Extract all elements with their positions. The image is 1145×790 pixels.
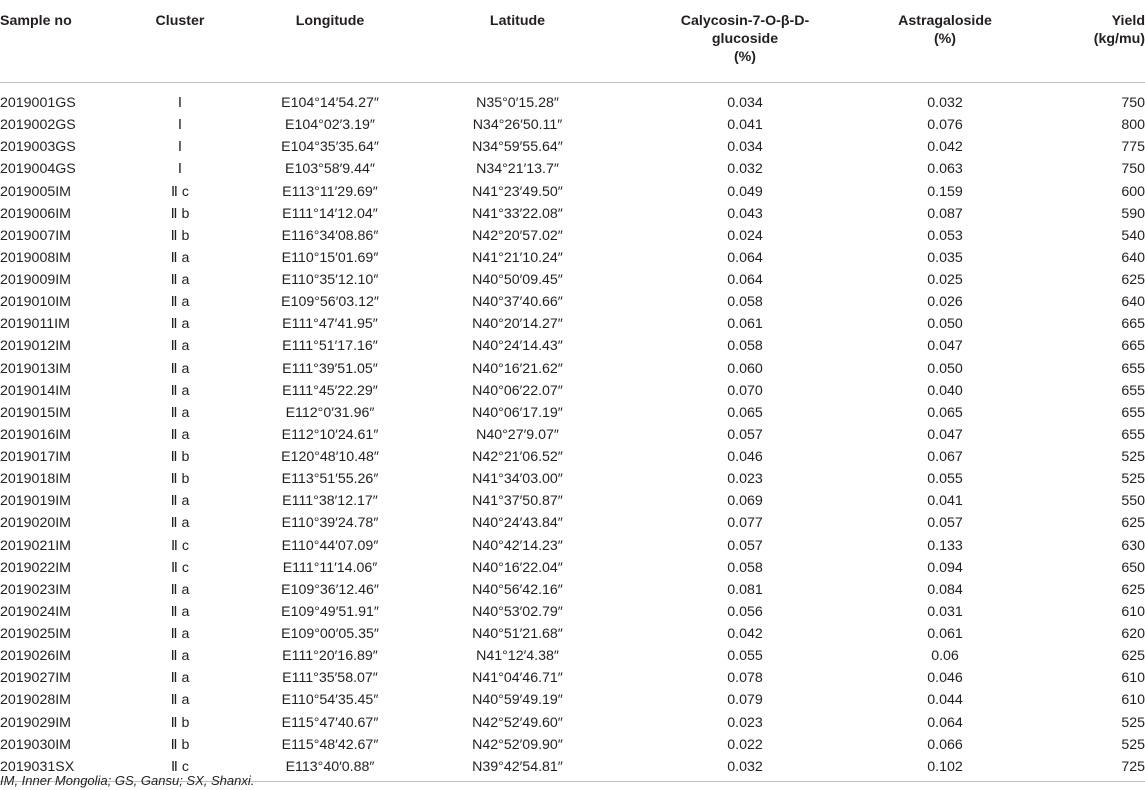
cell-cluster: Ⅰ — [177, 161, 183, 178]
cell-astragaloside: 0.050 — [927, 360, 963, 377]
cell-latitude: N41°37′50.87″ — [472, 493, 563, 510]
cell-latitude: N42°52′49.60″ — [472, 714, 563, 731]
cell-astragaloside: 0.064 — [927, 714, 963, 731]
cell-sample-no: 2019030IM — [0, 736, 71, 753]
table-row — [0, 645, 1145, 667]
cell-latitude: N41°21′10.24″ — [472, 249, 563, 266]
table-row — [0, 158, 1145, 180]
cell-latitude: N40°24′14.43″ — [472, 338, 563, 355]
header-calycosin — [625, 0, 865, 83]
cell-astragaloside: 0.026 — [927, 294, 963, 311]
cell-latitude: N40°56′42.16″ — [472, 581, 563, 598]
cell-sample-no: 2019021IM — [0, 537, 71, 554]
cell-sample-no: 2019016IM — [0, 426, 71, 443]
header-calycosin-line3: (%) — [733, 49, 757, 65]
cell-calycosin: 0.042 — [727, 626, 763, 643]
cell-longitude: E110°54′35.45″ — [281, 692, 379, 709]
cell-longitude: E111°47′41.95″ — [282, 316, 378, 333]
header-longitude: Longitude — [295, 13, 365, 29]
cell-longitude: E111°39′51.05″ — [282, 360, 378, 377]
table-row — [0, 358, 1145, 380]
cell-astragaloside: 0.102 — [927, 758, 963, 775]
cell-calycosin: 0.058 — [727, 559, 763, 576]
cell-cluster: Ⅱ a — [170, 515, 190, 532]
cell-longitude: E111°11′14.06″ — [282, 559, 378, 576]
table-row — [0, 114, 1145, 136]
cell-astragaloside: 0.035 — [927, 249, 963, 266]
cell-astragaloside: 0.076 — [927, 117, 963, 134]
cell-longitude: E113°40′0.88″ — [285, 758, 375, 775]
cell-calycosin: 0.069 — [727, 493, 763, 510]
cell-sample-no: 2019008IM — [0, 249, 71, 266]
cell-longitude: E112°0′31.96″ — [285, 404, 375, 421]
cell-cluster: Ⅱ a — [170, 670, 190, 687]
cell-cluster: Ⅱ a — [170, 626, 190, 643]
cell-astragaloside: 0.066 — [927, 736, 963, 753]
cell-latitude: N40°16′21.62″ — [472, 360, 563, 377]
table-row — [0, 712, 1145, 734]
cell-latitude: N40°53′02.79″ — [472, 603, 563, 620]
cell-cluster: Ⅱ c — [170, 559, 190, 576]
cell-longitude: E111°20′16.89″ — [282, 648, 378, 665]
header-yield-line2: (kg/mu) — [1093, 31, 1145, 47]
table-row — [0, 579, 1145, 601]
cell-latitude: N34°21′13.7″ — [476, 161, 559, 178]
cell-sample-no: 2019015IM — [0, 404, 71, 421]
header-row — [0, 0, 1145, 83]
cell-sample-no: 2019001GS — [0, 95, 76, 112]
table-row — [0, 83, 1145, 115]
cell-cluster: Ⅱ b — [170, 205, 190, 222]
cell-calycosin: 0.032 — [727, 161, 763, 178]
cell-latitude: N42°21′06.52″ — [472, 449, 563, 466]
table-row — [0, 689, 1145, 711]
cell-yield: 625 — [1121, 648, 1145, 665]
cell-yield: 525 — [1121, 736, 1145, 753]
cell-longitude: E113°51′55.26″ — [281, 471, 379, 488]
cell-cluster: Ⅱ c — [170, 758, 190, 775]
cell-cluster: Ⅱ a — [170, 648, 190, 665]
cell-calycosin: 0.056 — [727, 603, 763, 620]
cell-yield: 610 — [1121, 692, 1145, 709]
table-row — [0, 601, 1145, 623]
cell-latitude: N40°51′21.68″ — [472, 626, 563, 643]
cell-latitude: N34°59′55.64″ — [472, 139, 563, 156]
cell-cluster: Ⅱ a — [170, 426, 190, 443]
cell-sample-no: 2019006IM — [0, 205, 71, 222]
cell-calycosin: 0.058 — [727, 294, 763, 311]
table-row — [0, 623, 1145, 645]
cell-calycosin: 0.024 — [727, 227, 763, 244]
cell-sample-no: 2019014IM — [0, 382, 71, 399]
table-row — [0, 181, 1145, 203]
cell-cluster: Ⅱ a — [170, 294, 190, 311]
cell-latitude: N41°04′46.71″ — [472, 670, 563, 687]
cell-calycosin: 0.022 — [727, 736, 763, 753]
table-body — [0, 83, 1145, 782]
cell-cluster: Ⅰ — [177, 139, 183, 156]
table-row — [0, 667, 1145, 689]
cell-calycosin: 0.079 — [727, 692, 763, 709]
cell-yield: 655 — [1121, 382, 1145, 399]
table-footnote: IM, Inner Mongolia; GS, Gansu; SX, Shanxi. — [0, 773, 255, 788]
table-row — [0, 535, 1145, 557]
cell-cluster: Ⅱ b — [170, 471, 190, 488]
table-row — [0, 424, 1145, 446]
cell-yield: 655 — [1121, 360, 1145, 377]
cell-latitude: N40°50′09.45″ — [472, 272, 563, 289]
table-row — [0, 335, 1145, 357]
cell-latitude: N40°59′49.19″ — [472, 692, 563, 709]
cell-cluster: Ⅱ a — [170, 316, 190, 333]
cell-sample-no: 2019003GS — [0, 139, 76, 156]
cell-astragaloside: 0.159 — [927, 183, 963, 200]
cell-longitude: E110°44′07.09″ — [281, 537, 379, 554]
cell-yield: 610 — [1121, 603, 1145, 620]
header-yield — [1025, 0, 1145, 83]
cell-calycosin: 0.034 — [727, 139, 763, 156]
cell-sample-no: 2019009IM — [0, 272, 71, 289]
cell-longitude: E111°38′12.17″ — [282, 493, 378, 510]
cell-sample-no: 2019031SX — [0, 758, 75, 775]
cell-yield: 750 — [1121, 95, 1145, 112]
cell-latitude: N41°12′4.38″ — [476, 648, 559, 665]
cell-yield: 540 — [1121, 227, 1145, 244]
table-row — [0, 313, 1145, 335]
cell-latitude: N41°23′49.50″ — [472, 183, 563, 200]
cell-sample-no: 2019004GS — [0, 161, 76, 178]
cell-astragaloside: 0.042 — [927, 139, 963, 156]
cell-cluster: Ⅱ a — [170, 692, 190, 709]
cell-longitude: E111°45′22.29″ — [282, 382, 378, 399]
cell-cluster: Ⅱ b — [170, 714, 190, 731]
table-row — [0, 291, 1145, 313]
cell-astragaloside: 0.084 — [927, 581, 963, 598]
cell-cluster: Ⅱ a — [170, 603, 190, 620]
cell-longitude: E116°34′08.86″ — [281, 227, 379, 244]
header-latitude: Latitude — [489, 13, 546, 29]
cell-longitude: E112°10′24.61″ — [281, 426, 379, 443]
cell-yield: 800 — [1121, 117, 1145, 134]
cell-cluster: Ⅱ a — [170, 249, 190, 266]
cell-longitude: E109°56′03.12″ — [281, 294, 379, 311]
cell-yield: 775 — [1121, 139, 1145, 156]
cell-latitude: N40°24′43.84″ — [472, 515, 563, 532]
cell-longitude: E109°36′12.46″ — [281, 581, 379, 598]
cell-cluster: Ⅱ a — [170, 382, 190, 399]
table-row — [0, 247, 1145, 269]
cell-calycosin: 0.077 — [727, 515, 763, 532]
header-calycosin-line2: glucoside — [711, 31, 779, 47]
cell-latitude: N34°26′50.11″ — [472, 117, 563, 134]
cell-latitude: N40°06′22.07″ — [472, 382, 563, 399]
cell-sample-no: 2019017IM — [0, 449, 71, 466]
table-row — [0, 734, 1145, 756]
cell-cluster: Ⅱ a — [170, 360, 190, 377]
cell-astragaloside: 0.032 — [927, 95, 963, 112]
cell-sample-no: 2019013IM — [0, 360, 71, 377]
cell-yield: 665 — [1121, 316, 1145, 333]
cell-longitude: E113°11′29.69″ — [282, 183, 378, 200]
cell-sample-no: 2019002GS — [0, 117, 76, 134]
cell-yield: 525 — [1121, 714, 1145, 731]
cell-longitude: E104°35′35.64″ — [281, 139, 379, 156]
cell-calycosin: 0.060 — [727, 360, 763, 377]
table-row — [0, 490, 1145, 512]
table-row — [0, 269, 1145, 291]
header-astragaloside-line1: Astragaloside — [898, 13, 992, 29]
cell-calycosin: 0.058 — [727, 338, 763, 355]
cell-calycosin: 0.057 — [727, 426, 763, 443]
table-row — [0, 446, 1145, 468]
cell-latitude: N40°16′22.04″ — [472, 559, 563, 576]
cell-longitude: E103°58′9.44″ — [285, 161, 375, 178]
cell-cluster: Ⅱ b — [170, 227, 190, 244]
cell-calycosin: 0.055 — [727, 648, 763, 665]
cell-cluster: Ⅱ a — [170, 493, 190, 510]
header-cluster: Cluster — [155, 13, 205, 29]
cell-longitude: E104°14′54.27″ — [281, 95, 379, 112]
cell-yield: 620 — [1121, 626, 1145, 643]
cell-latitude: N40°27′9.07″ — [476, 426, 559, 443]
cell-astragaloside: 0.040 — [927, 382, 963, 399]
cell-astragaloside: 0.057 — [927, 515, 963, 532]
table-row — [0, 136, 1145, 158]
cell-longitude: E111°51′17.16″ — [282, 338, 378, 355]
cell-astragaloside: 0.055 — [927, 471, 963, 488]
cell-astragaloside: 0.063 — [927, 161, 963, 178]
cell-yield: 525 — [1121, 449, 1145, 466]
cell-yield: 630 — [1121, 537, 1145, 554]
header-calycosin-line1: Calycosin-7-O-β-D- — [680, 13, 810, 29]
table-row — [0, 380, 1145, 402]
cell-yield: 590 — [1121, 205, 1145, 222]
cell-calycosin: 0.023 — [727, 471, 763, 488]
cell-astragaloside: 0.041 — [927, 493, 963, 510]
cell-cluster: Ⅱ c — [170, 183, 190, 200]
cell-yield: 640 — [1121, 294, 1145, 311]
cell-sample-no: 2019022IM — [0, 559, 71, 576]
cell-astragaloside: 0.044 — [927, 692, 963, 709]
cell-calycosin: 0.081 — [727, 581, 763, 598]
header-astragaloside — [865, 0, 1025, 83]
cell-latitude: N39°42′54.81″ — [472, 758, 563, 775]
cell-calycosin: 0.041 — [727, 117, 763, 134]
cell-yield: 725 — [1121, 758, 1145, 775]
cell-astragaloside: 0.053 — [927, 227, 963, 244]
cell-sample-no: 2019029IM — [0, 714, 71, 731]
table-row — [0, 512, 1145, 534]
cell-latitude: N40°37′40.66″ — [472, 294, 563, 311]
cell-longitude: E110°39′24.78″ — [281, 515, 379, 532]
cell-astragaloside: 0.050 — [927, 316, 963, 333]
cell-longitude: E104°02′3.19″ — [285, 117, 375, 134]
table-row — [0, 203, 1145, 225]
cell-yield: 625 — [1121, 515, 1145, 532]
cell-latitude: N42°20′57.02″ — [472, 227, 563, 244]
cell-longitude: E111°35′58.07″ — [282, 670, 378, 687]
cell-cluster: Ⅰ — [177, 95, 183, 112]
cell-astragaloside: 0.031 — [927, 603, 963, 620]
cell-astragaloside: 0.133 — [927, 537, 963, 554]
cell-latitude: N40°20′14.27″ — [472, 316, 563, 333]
cell-yield: 750 — [1121, 161, 1145, 178]
cell-longitude: E115°47′40.67″ — [281, 714, 379, 731]
table-header — [0, 0, 1145, 83]
cell-sample-no: 2019007IM — [0, 227, 71, 244]
cell-sample-no: 2019012IM — [0, 338, 71, 355]
cell-yield: 665 — [1121, 338, 1145, 355]
cell-calycosin: 0.034 — [727, 95, 763, 112]
cell-cluster: Ⅱ b — [170, 736, 190, 753]
cell-yield: 655 — [1121, 426, 1145, 443]
cell-sample-no: 2019024IM — [0, 603, 71, 620]
cell-astragaloside: 0.067 — [927, 449, 963, 466]
cell-sample-no: 2019028IM — [0, 692, 71, 709]
cell-sample-no: 2019019IM — [0, 493, 71, 510]
cell-calycosin: 0.043 — [727, 205, 763, 222]
cell-sample-no: 2019018IM — [0, 471, 71, 488]
cell-calycosin: 0.078 — [727, 670, 763, 687]
cell-cluster: Ⅱ a — [170, 272, 190, 289]
table-row — [0, 468, 1145, 490]
cell-longitude: E110°35′12.10″ — [281, 272, 379, 289]
cell-yield: 550 — [1121, 493, 1145, 510]
cell-latitude: N41°34′03.00″ — [472, 471, 563, 488]
cell-astragaloside: 0.06 — [931, 648, 959, 665]
cell-cluster: Ⅱ a — [170, 338, 190, 355]
cell-longitude: E109°00′05.35″ — [281, 626, 379, 643]
cell-sample-no: 2019011IM — [0, 316, 70, 333]
cell-calycosin: 0.061 — [727, 316, 763, 333]
cell-longitude: E109°49′51.91″ — [281, 603, 379, 620]
cell-longitude: E110°15′01.69″ — [281, 249, 379, 266]
cell-astragaloside: 0.094 — [927, 559, 963, 576]
cell-cluster: Ⅰ — [177, 117, 183, 134]
cell-sample-no: 2019025IM — [0, 626, 71, 643]
cell-sample-no: 2019010IM — [0, 294, 71, 311]
cell-longitude: E120°48′10.48″ — [281, 449, 379, 466]
cell-astragaloside: 0.025 — [927, 272, 963, 289]
cell-sample-no: 2019023IM — [0, 581, 71, 598]
header-yield-line1: Yield — [1111, 13, 1145, 29]
cell-astragaloside: 0.065 — [927, 404, 963, 421]
cell-calycosin: 0.046 — [727, 449, 763, 466]
table-row — [0, 225, 1145, 247]
cell-latitude: N40°42′14.23″ — [472, 537, 563, 554]
cell-astragaloside: 0.061 — [927, 626, 963, 643]
cell-latitude: N41°33′22.08″ — [472, 205, 563, 222]
cell-yield: 625 — [1121, 272, 1145, 289]
header-sample-no: Sample no — [0, 13, 72, 29]
cell-calycosin: 0.049 — [727, 183, 763, 200]
header-astragaloside-line2: (%) — [933, 31, 957, 47]
cell-astragaloside: 0.046 — [927, 670, 963, 687]
cell-sample-no: 2019027IM — [0, 670, 71, 687]
cell-latitude: N42°52′09.90″ — [472, 736, 563, 753]
cell-yield: 625 — [1121, 581, 1145, 598]
cell-yield: 610 — [1121, 670, 1145, 687]
cell-cluster: Ⅱ a — [170, 581, 190, 598]
table-row — [0, 557, 1145, 579]
cell-cluster: Ⅱ c — [170, 537, 190, 554]
cell-calycosin: 0.057 — [727, 537, 763, 554]
cell-astragaloside: 0.087 — [927, 205, 963, 222]
cell-calycosin: 0.070 — [727, 382, 763, 399]
cell-calycosin: 0.064 — [727, 249, 763, 266]
cell-yield: 655 — [1121, 404, 1145, 421]
cell-sample-no: 2019020IM — [0, 515, 71, 532]
cell-cluster: Ⅱ a — [170, 404, 190, 421]
cell-yield: 650 — [1121, 559, 1145, 576]
cell-calycosin: 0.023 — [727, 714, 763, 731]
cell-sample-no: 2019005IM — [0, 183, 71, 200]
cell-calycosin: 0.065 — [727, 404, 763, 421]
cell-longitude: E111°14′12.04″ — [282, 205, 378, 222]
cell-astragaloside: 0.047 — [927, 426, 963, 443]
cell-cluster: Ⅱ b — [170, 449, 190, 466]
cell-yield: 525 — [1121, 471, 1145, 488]
cell-calycosin: 0.032 — [727, 758, 763, 775]
cell-astragaloside: 0.047 — [927, 338, 963, 355]
cell-yield: 640 — [1121, 249, 1145, 266]
cell-latitude: N40°06′17.19″ — [472, 404, 563, 421]
table-row — [0, 402, 1145, 424]
cell-longitude: E115°48′42.67″ — [281, 736, 379, 753]
cell-sample-no: 2019026IM — [0, 648, 71, 665]
cell-yield: 600 — [1121, 183, 1145, 200]
cell-latitude: N35°0′15.28″ — [476, 95, 559, 112]
cell-calycosin: 0.064 — [727, 272, 763, 289]
